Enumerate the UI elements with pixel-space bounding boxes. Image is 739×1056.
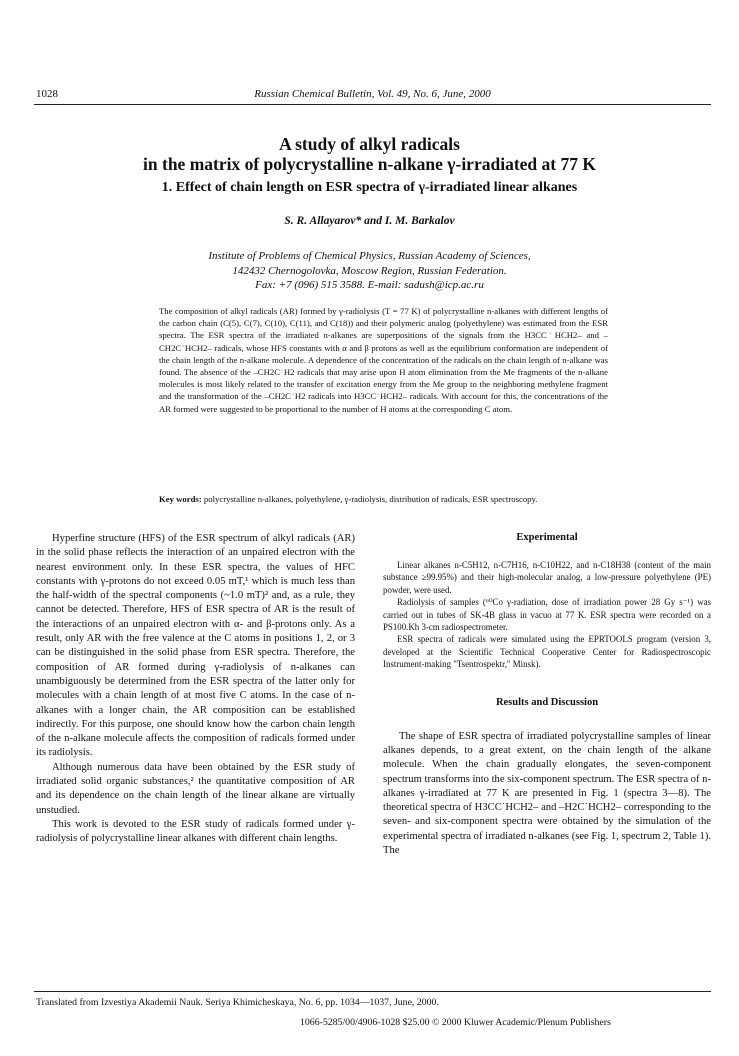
footer-rule [34, 991, 711, 992]
affiliation-line-2: 142432 Chernogolovka, Moscow Region, Russian Federation. [232, 264, 507, 277]
affiliation [0, 249, 739, 293]
paragraph: ESR spectra of radicals were simulated using the EPRTOOLS program (version 3, developed at the Scientific Technical Cooperative Center for Radiospectroscopic Instrument-making "Tsentrospektr," Minsk). [383, 634, 711, 670]
experimental-section [383, 559, 711, 671]
results-heading: Results and Discussion [495, 696, 599, 708]
keywords-label: Key words: [159, 494, 202, 504]
affiliation-line-1: Institute of Problems of Chemical Physics, Russian Academy of Sciences, [208, 250, 531, 262]
paragraph: This work is devoted to the ESR study of radicals formed under γ-radiolysis of polycrystalline linear alkanes with different chain lengths. [36, 818, 355, 845]
paragraph: Although numerous data have been obtained by the ESR study of irradiated solid organic substances,² the quantitative composition of AR and its dependence on the chain length of the linear alkane are virtually unstudied. [36, 761, 355, 816]
article-subtitle: 1. Effect of chain length on ESR spectra of γ-irradiated linear alkanes [161, 180, 578, 195]
results-section [383, 730, 711, 859]
left-column [36, 532, 355, 847]
paragraph: Linear alkanes n-C5H12, n-C7H16, n-C10H22, and n-C18H38 (content of the main substance ≥99.95%) and their high-molecular analog, a low-pressure polyethylene (PE) powder, were used. [383, 560, 711, 595]
copyright-line: 1066-5285/00/4906-1028 $25.00 © 2000 Kluwer Academic/Plenum Publishers [300, 1017, 611, 1028]
right-column [383, 532, 711, 858]
keywords [159, 493, 608, 505]
paragraph: The shape of ESR spectra of irradiated polycrystalline samples of linear alkanes depends, to a great extent, on the chain length of the alkane molecule. When the chain gradually elongates, the seven-component spectrum transforms into the six-component spectrum. The ESR spectra of n-alkanes γ-irradiated at 77 K are presented in Fig. 1 (spectra 3—8). The theoretical spectra of H3CC˙HCH2– and –H2C˙HCH2– corresponding to the seven- and six-component spectra were obtained by the simulation of the experimental spectra of irradiated n-alkanes (see Fig. 1, spectrum 2, Table 1). The [383, 730, 711, 857]
affiliation-line-3: Fax: +7 (096) 515 3588. E-mail: sadush@icp.ac.ru [255, 279, 484, 291]
journal-citation: Russian Chemical Bulletin, Vol. 49, No. 6, June, 2000 [254, 88, 491, 100]
page-number: 1028 [36, 88, 58, 100]
translation-note: Translated from Izvestiya Akademii Nauk. Seriya Khimicheskaya, No. 6, pp. 1034—1037, June, 2000. [36, 997, 439, 1008]
paragraph: Hyperfine structure (HFS) of the ESR spectrum of alkyl radicals (AR) in the solid phase reflects the interaction of an unpaired electron with the nearest environment only. In these ESR spectra, the values of HFC constants with γ-protons do not exceed 0.05 mT,¹ which is much less than the half-width of the spectral components (~1.0 mT)² and, as a rule, they cannot be detected. Therefore, HFS of ESR spectra of AR is the result of the interactions of an unpaired electron with α- and β-protons only. As a result, only AR with the free valence at the C atoms in positions 1, 2, or 3 can be distinguished in the solid phase from ESR spectra. Therefore, the composition of AR formed during γ-radiolysis of n-alkanes can unambiguously be determined from the ESR spectra of the latter only for molecules with a chain length of at most five C atoms. In the case of n-alkanes with a longer chain, the AR composition can be established indirectly. For this purpose, one should know how the carbon chain length of the n-alkane molecule affects the composition of radicals formed under its radiolysis. [36, 533, 355, 759]
header-rule [34, 104, 711, 105]
abstract: The composition of alkyl radicals (AR) formed by γ-radiolysis (T = 77 K) of polycrystalline n-alkanes with different lengths of the carbon chain (C(5), C(7), C(10), C(11), and C(18)) and their polymeric analog (polyethylene) was estimated from the ESR spectra. The ESR spectra of the irradiated n-alkanes are superpositions of the signals from the H3CC˙HCH2– and –CH2C˙HCH2– radicals, whose HFS constants with α and β protons as well as the equilibrium conformation are independent of the chain length of the n-alkane molecule. A dependence of the concentration of the radicals on the chain length of n-alkane was found. The absence of the –CH2C˙H2 radicals that may arise upon H atom elimination from the Me fragments of the n-alkane molecules is most likely related to the transfer of excitation energy from the Me group to the neighboring methylene fragment and the transformation of the –CH2C˙H2 radicals into H3CC˙HCH2– radicals. With account for this, the concentrations of the AR formed were suggested to be proportional to the number of H atoms at the corresponding C atom. [159, 306, 608, 414]
keywords-text: polycrystalline n-alkanes, polyethylene, γ-radiolysis, distribution of radicals, ESR spectroscopy. [203, 494, 538, 504]
title-line-1: A study of alkyl radicals [279, 134, 460, 154]
title-line-2: in the matrix of polycrystalline n-alkane γ-irradiated at 77 K [143, 154, 596, 174]
experimental-heading: Experimental [516, 532, 578, 543]
article-title [20, 134, 719, 174]
paragraph: Radiolysis of samples (⁶⁰Co γ-radiation, dose of irradiation power 28 Gy s⁻¹) was carried out in tubes of SK-4B glass in vacuo at 77 K. ESR spectra were recorded on a PS100.Kh 3-cm radiospectrometer. [383, 597, 711, 633]
author-list: S. R. Allayarov* and I. M. Barkalov [284, 215, 455, 227]
